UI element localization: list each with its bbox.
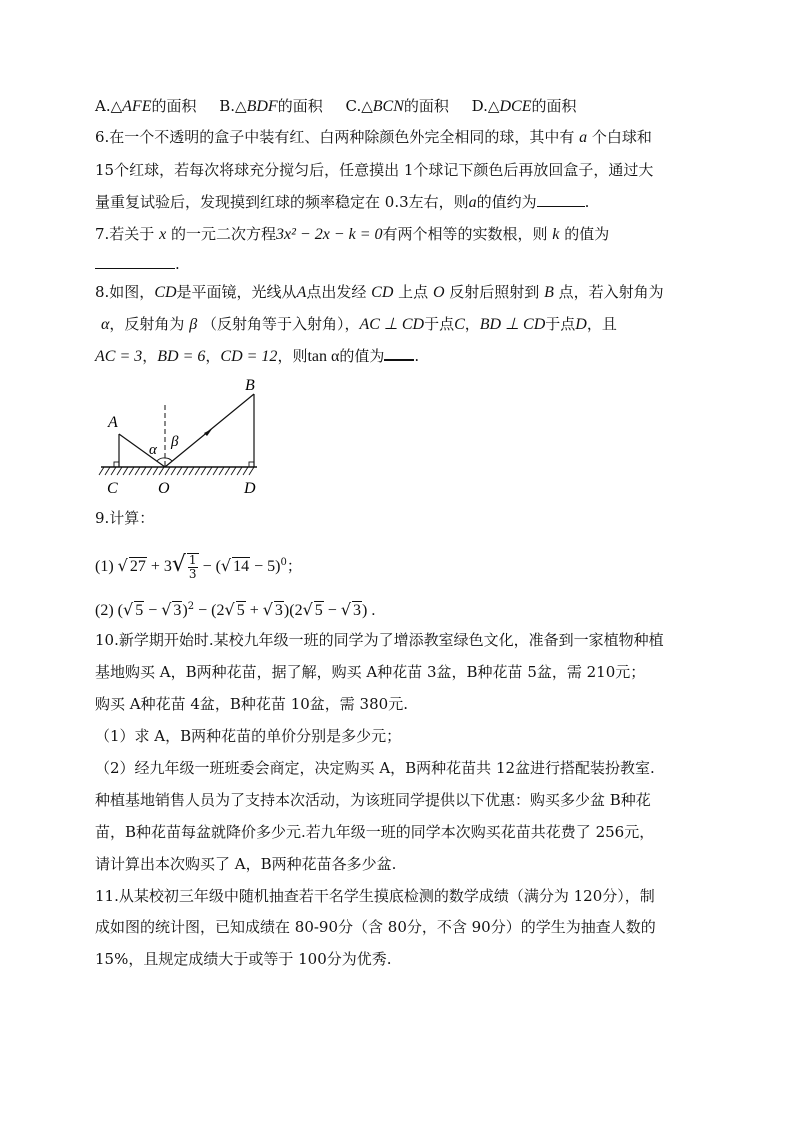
q9-part-2: (2) (√ 5 − √ 3)$^2$ − (2√ 5 + √ 3)(2√ 5 − √ 3) . [95, 600, 376, 619]
ray-arrow-icon [204, 429, 212, 436]
answer-blank[interactable] [384, 345, 414, 361]
label-alpha: α [149, 442, 157, 458]
q10-part-1: （1）求 A，B两种花苗的单价分别是多少元； [95, 727, 402, 745]
option-b: B.△BDF的面积 [219, 97, 323, 115]
q10-line-1: 10.新学期开始时.某校九年级一班的同学为了增添教室绿色文化，准备到一家植物种植 [95, 631, 664, 649]
q9-part-1: (1) √ 27 + 3√ $\frac{1}{3}$ − (√ 14 − 5)$^0$； [95, 552, 302, 581]
label-o: O [158, 480, 170, 497]
q9-title: 9.计算： [95, 509, 155, 527]
q8-line-1: 8.如图，CD是平面镜，光线从A点出发经 CD 上点 O 反射后照射到 B 点，若入射角为 [95, 283, 664, 301]
q11-line-1: 11.从某校初三年级中随机抽查若干名学生摸底检测的数学成绩（满分为 120分），制 [95, 887, 655, 905]
q7-equation: 3x² − 2x − k = 0 [276, 226, 383, 243]
q8-line-2: α，反射角为 β （反射角等于入射角），AC ⊥ CD于点C，BD ⊥ CD于点D，且 [101, 315, 617, 333]
q7-line-1: 7.若关于 x 的一元二次方程3x² − 2x − k = 0有两个相等的实数根，则 k 的值为 [95, 225, 610, 243]
q6-line-1: 6.在一个不透明的盒子中装有红、白两种除颜色外完全相同的球，其中有 a 个白球和 [95, 128, 652, 146]
right-angle-c [114, 462, 119, 467]
q5-options [95, 96, 704, 117]
beta-arc [165, 458, 172, 461]
mirror-hatching [99, 467, 254, 475]
answer-blank[interactable] [95, 254, 175, 269]
label-a: A [108, 414, 118, 431]
right-angle-d [249, 462, 254, 467]
q6-line-2: 15个红球，若每次将球充分搅匀后，任意摸出 1个球记下颜色后再放回盒子，通过大 [95, 161, 654, 179]
incident-ray [119, 434, 165, 467]
option-a: A.△AFE的面积 [95, 97, 197, 115]
label-b: B [245, 377, 255, 394]
q8-line-3: AC = 3，BD = 6，CD = 12，则tan α的值为 . [95, 347, 420, 365]
q10-line-2: 基地购买 A，B两种花苗，据了解，购买 A种花苗 3盆，B种花苗 5盆，需 210元； [95, 663, 646, 681]
mirror-reflection-figure [95, 372, 295, 500]
q11-line-3: 15%，且规定成绩大于或等于 100分为优秀. [95, 950, 392, 968]
label-c: C [107, 480, 118, 497]
q10-line-3: 购买 A种花苗 4盆，B种花苗 10盆，需 380元. [95, 695, 408, 713]
option-c: C.△BCN的面积 [345, 97, 449, 115]
answer-blank[interactable] [537, 192, 585, 207]
q10-part-2-line-4: 请计算出本次购买了 A，B两种花苗各多少盆. [95, 855, 397, 873]
q7-line-2: . [95, 254, 704, 274]
option-d: D.△DCE的面积 [471, 97, 577, 115]
q10-part-2-line-3: 苗，B种花苗每盆就降价多少元.若九年级一班的同学本次购买花苗共花费了 256元， [95, 823, 655, 841]
alpha-arc [157, 458, 165, 461]
q11-line-2: 成如图的统计图，已知成绩在 80-90分（含 80分，不含 90分）的学生为抽查人数的 [95, 918, 656, 936]
label-d: D [244, 480, 256, 497]
q6-line-3: 量重复试验后，发现摸到红球的频率稳定在 0.3左右，则a的值约为 . [95, 193, 590, 211]
q10-part-2-line-2: 种植基地销售人员为了支持本次活动，为该班同学提供以下优惠：购买多少盆 B种花 [95, 791, 651, 809]
q10-part-2-line-1: （2）经九年级一班班委会商定，决定购买 A，B两种花苗共 12盆进行搭配装扮教室. [95, 759, 655, 777]
label-beta: β [171, 434, 179, 450]
